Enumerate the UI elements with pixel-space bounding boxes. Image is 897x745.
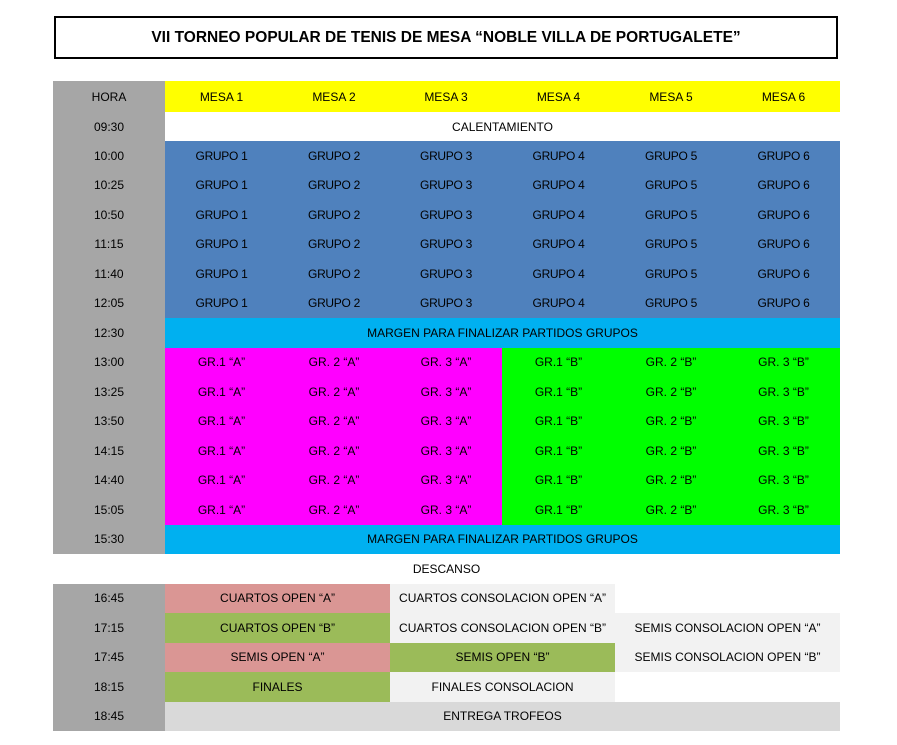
group-cell: GRUPO 5 [615,200,727,230]
time-cell: 13:25 [53,377,165,407]
time-cell: 12:30 [53,318,165,348]
time-cell: 17:45 [53,643,165,673]
group-cell: GRUPO 2 [278,171,390,201]
empty-cell [615,672,840,702]
bracket-a-cell: GR. 2 “A” [278,466,390,496]
group-cell: GRUPO 6 [727,230,840,260]
descanso-label: DESCANSO [53,554,840,584]
finals-row [53,702,840,732]
header-row [53,81,840,112]
bracket-b-cell: GR. 3 “B” [727,436,840,466]
group-cell: GRUPO 6 [727,289,840,319]
bracket-a-cell: GR. 2 “A” [278,407,390,437]
mesa-header: MESA 6 [727,81,840,112]
bracket-row [53,495,840,525]
bracket-b-cell: GR.1 “B” [502,436,615,466]
group-cell: GRUPO 4 [502,171,615,201]
group-cell: GRUPO 4 [502,259,615,289]
group-cell: GRUPO 6 [727,171,840,201]
bracket-a-cell: GR.1 “A” [165,466,278,496]
group-cell: GRUPO 6 [727,259,840,289]
mesa-header: MESA 1 [165,81,278,112]
group-row [53,171,840,201]
bracket-b-cell: GR.1 “B” [502,466,615,496]
group-cell: GRUPO 2 [278,141,390,171]
group-row [53,200,840,230]
open-b-cell: CUARTOS OPEN “B” [165,613,390,643]
time-cell: 10:25 [53,171,165,201]
group-cell: GRUPO 3 [390,171,502,201]
semis-consolation-cell: SEMIS CONSOLACION OPEN “A” [615,613,840,643]
margin-row [53,525,840,555]
bracket-a-cell: GR. 3 “A” [390,436,502,466]
margin-label: MARGEN PARA FINALIZAR PARTIDOS GRUPOS [165,318,840,348]
time-cell: 11:15 [53,230,165,260]
time-cell: 10:00 [53,141,165,171]
bracket-a-cell: GR. 3 “A” [390,495,502,525]
schedule-table [53,81,840,731]
bracket-a-cell: GR. 2 “A” [278,348,390,378]
bracket-row [53,466,840,496]
bracket-b-cell: GR.1 “B” [502,495,615,525]
group-cell: GRUPO 3 [390,141,502,171]
time-cell: 16:45 [53,584,165,614]
time-cell: 17:15 [53,613,165,643]
calentamiento-label: CALENTAMIENTO [165,112,840,141]
group-row [53,230,840,260]
bracket-row [53,348,840,378]
group-cell: GRUPO 1 [165,289,278,319]
bracket-b-cell: GR.1 “B” [502,407,615,437]
time-cell: 13:50 [53,407,165,437]
bracket-b-cell: GR. 2 “B” [615,466,727,496]
group-row [53,141,840,171]
bracket-a-cell: GR. 2 “A” [278,377,390,407]
time-cell: 12:05 [53,289,165,319]
group-row [53,289,840,319]
group-cell: GRUPO 2 [278,289,390,319]
hora-header: HORA [53,81,165,112]
finals-row [53,643,840,673]
time-cell: 11:40 [53,259,165,289]
group-cell: GRUPO 2 [278,230,390,260]
finals-row [53,672,840,702]
group-cell: GRUPO 1 [165,200,278,230]
consolation-cell: CUARTOS CONSOLACION OPEN “A” [390,584,615,614]
bracket-a-cell: GR.1 “A” [165,436,278,466]
finales-consolacion-cell: FINALES CONSOLACION [390,672,615,702]
margin-row [53,318,840,348]
group-cell: GRUPO 6 [727,200,840,230]
time-cell: 15:30 [53,525,165,555]
entrega-trofeos-cell: ENTREGA TROFEOS [165,702,840,732]
group-cell: GRUPO 1 [165,259,278,289]
semis-consolation-cell: SEMIS CONSOLACION OPEN “B” [615,643,840,673]
group-cell: GRUPO 2 [278,200,390,230]
bracket-b-cell: GR.1 “B” [502,377,615,407]
semis-open-b-cell: SEMIS OPEN “B” [390,643,615,673]
empty-cell [615,584,840,614]
bracket-a-cell: GR. 3 “A” [390,377,502,407]
group-cell: GRUPO 4 [502,141,615,171]
time-cell: 18:15 [53,672,165,702]
group-cell: GRUPO 4 [502,289,615,319]
bracket-row [53,377,840,407]
group-cell: GRUPO 6 [727,141,840,171]
group-cell: GRUPO 4 [502,230,615,260]
group-row [53,259,840,289]
bracket-b-cell: GR. 2 “B” [615,436,727,466]
bracket-a-cell: GR.1 “A” [165,407,278,437]
time-cell: 13:00 [53,348,165,378]
bracket-b-cell: GR. 2 “B” [615,495,727,525]
bracket-a-cell: GR.1 “A” [165,348,278,378]
open-a-cell: CUARTOS OPEN “A” [165,584,390,614]
finals-row [53,613,840,643]
group-cell: GRUPO 5 [615,289,727,319]
group-cell: GRUPO 1 [165,230,278,260]
group-cell: GRUPO 3 [390,289,502,319]
mesa-header: MESA 3 [390,81,502,112]
bracket-b-cell: GR. 2 “B” [615,377,727,407]
bracket-a-cell: GR.1 “A” [165,495,278,525]
time-cell: 09:30 [53,112,165,141]
bracket-b-cell: GR. 3 “B” [727,348,840,378]
bracket-a-cell: GR. 3 “A” [390,348,502,378]
group-cell: GRUPO 2 [278,259,390,289]
group-cell: GRUPO 3 [390,200,502,230]
bracket-a-cell: GR.1 “A” [165,377,278,407]
consolation-cell: CUARTOS CONSOLACION OPEN “B” [390,613,615,643]
time-cell: 18:45 [53,702,165,732]
group-cell: GRUPO 1 [165,171,278,201]
mesa-header: MESA 5 [615,81,727,112]
time-cell: 10:50 [53,200,165,230]
bracket-a-cell: GR. 2 “A” [278,495,390,525]
time-cell: 15:05 [53,495,165,525]
descanso-row [53,554,840,584]
bracket-row [53,436,840,466]
finals-row [53,584,840,614]
mesa-header: MESA 4 [502,81,615,112]
bracket-b-cell: GR.1 “B” [502,348,615,378]
bracket-b-cell: GR. 3 “B” [727,377,840,407]
bracket-row [53,407,840,437]
bracket-b-cell: GR. 3 “B” [727,495,840,525]
calentamiento-row [53,112,840,141]
group-cell: GRUPO 1 [165,141,278,171]
time-cell: 14:40 [53,466,165,496]
bracket-a-cell: GR. 2 “A” [278,436,390,466]
group-cell: GRUPO 3 [390,230,502,260]
margin-label: MARGEN PARA FINALIZAR PARTIDOS GRUPOS [165,525,840,555]
group-cell: GRUPO 5 [615,259,727,289]
bracket-b-cell: GR. 2 “B” [615,407,727,437]
group-cell: GRUPO 5 [615,141,727,171]
bracket-b-cell: GR. 3 “B” [727,407,840,437]
time-cell: 14:15 [53,436,165,466]
bracket-a-cell: GR. 3 “A” [390,466,502,496]
bracket-a-cell: GR. 3 “A” [390,407,502,437]
finales-cell: FINALES [165,672,390,702]
bracket-b-cell: GR. 2 “B” [615,348,727,378]
bracket-b-cell: GR. 3 “B” [727,466,840,496]
semis-open-a-cell: SEMIS OPEN “A” [165,643,390,673]
group-cell: GRUPO 4 [502,200,615,230]
group-cell: GRUPO 5 [615,230,727,260]
group-cell: GRUPO 5 [615,171,727,201]
group-cell: GRUPO 3 [390,259,502,289]
mesa-header: MESA 2 [278,81,390,112]
page-title: VII TORNEO POPULAR DE TENIS DE MESA “NOBLE VILLA DE PORTUGALETE” [54,16,838,59]
